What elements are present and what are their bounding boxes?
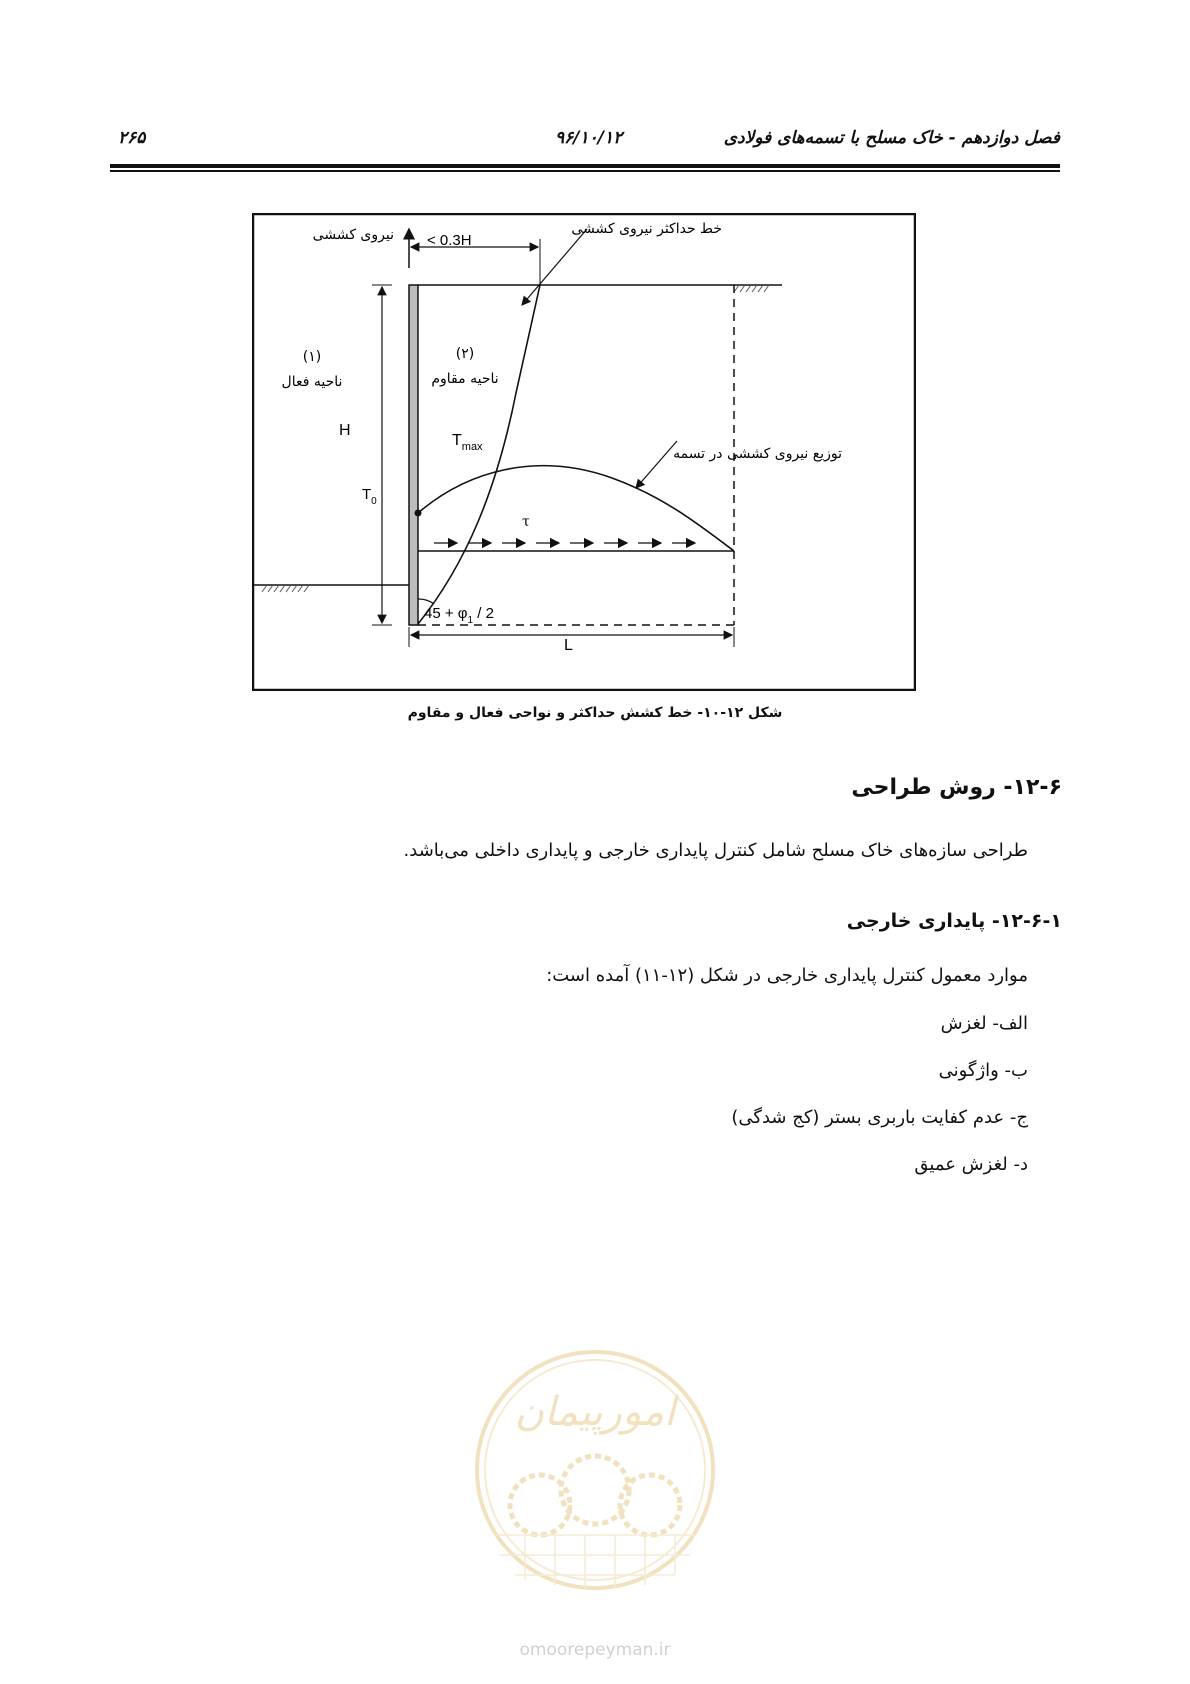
chapter-title: فصل دوازدهم - خاک مسلح با تسمه‌های فولادی bbox=[723, 128, 1060, 148]
header-rule-thick bbox=[110, 164, 1060, 168]
header-rule-thin bbox=[110, 170, 1060, 172]
zone1-name: ناحیه فعال bbox=[281, 374, 343, 390]
max-tension-line-label: خط حداکثر نیروی کششی bbox=[571, 221, 722, 237]
list-item: ب- واژگونی bbox=[938, 1060, 1028, 1081]
list-item: الف- لغزش bbox=[940, 1013, 1028, 1034]
t0-label: $T_0$ bbox=[362, 486, 377, 507]
list-item: د- لغزش عمیق bbox=[914, 1154, 1028, 1175]
zone1-number: (۱) bbox=[302, 349, 322, 365]
page-number: ۲۶۵ bbox=[118, 128, 146, 148]
tension-distribution-curve bbox=[418, 466, 734, 551]
zone2-number: (۲) bbox=[455, 346, 475, 362]
mse-wall-diagram bbox=[252, 213, 916, 691]
watermark-logo bbox=[470, 1330, 720, 1665]
subsection-heading: ۱۲-۶-۱- پایداری خارجی bbox=[846, 910, 1062, 932]
angle-arc bbox=[418, 599, 434, 604]
front-ground-hatch bbox=[262, 585, 309, 592]
zone2-name: ناحیه مقاوم bbox=[431, 371, 499, 387]
03h-label: < 0.3H bbox=[427, 232, 472, 249]
distribution-leader bbox=[636, 441, 677, 488]
tmax-label: $T_{max}$ bbox=[452, 432, 483, 453]
section-heading: ۱۲-۶- روش طراحی bbox=[851, 775, 1062, 800]
wall-facing bbox=[409, 285, 418, 625]
max-tension-leader bbox=[522, 229, 587, 305]
t0-point bbox=[415, 510, 422, 517]
tau-label: τ bbox=[522, 514, 530, 530]
header-date: ۹۶/۱۰/۱۲ bbox=[555, 128, 623, 148]
watermark-site: omoorepeyman.ir bbox=[519, 1640, 671, 1660]
backfill-hatch bbox=[734, 285, 769, 292]
watermark-logo-text: امورپیمان bbox=[514, 1389, 676, 1435]
section-paragraph: طراحی سازه‌های خاک مسلح شامل کنترل پایداری خارجی و پایداری داخلی می‌باشد. bbox=[403, 840, 1028, 861]
tension-force-label: نیروی کششی bbox=[312, 227, 394, 243]
figure-caption: شکل ۱۲-۱۰- خط کشش حداکثر و نواحی فعال و مقاوم bbox=[407, 705, 783, 721]
l-label: L bbox=[564, 637, 573, 654]
subsection-intro: موارد معمول کنترل پایداری خارجی در شکل (۱۲-۱۱) آمده است: bbox=[546, 965, 1028, 986]
list-item: ج- عدم کفایت باربری بستر (کج شدگی) bbox=[731, 1107, 1028, 1128]
max-tension-line bbox=[418, 285, 540, 624]
angle-label: $45 + \varphi_1 / 2$ bbox=[424, 605, 494, 626]
h-label: H bbox=[339, 422, 351, 439]
distribution-label: توزیع نیروی کششی در تسمه bbox=[673, 446, 842, 462]
